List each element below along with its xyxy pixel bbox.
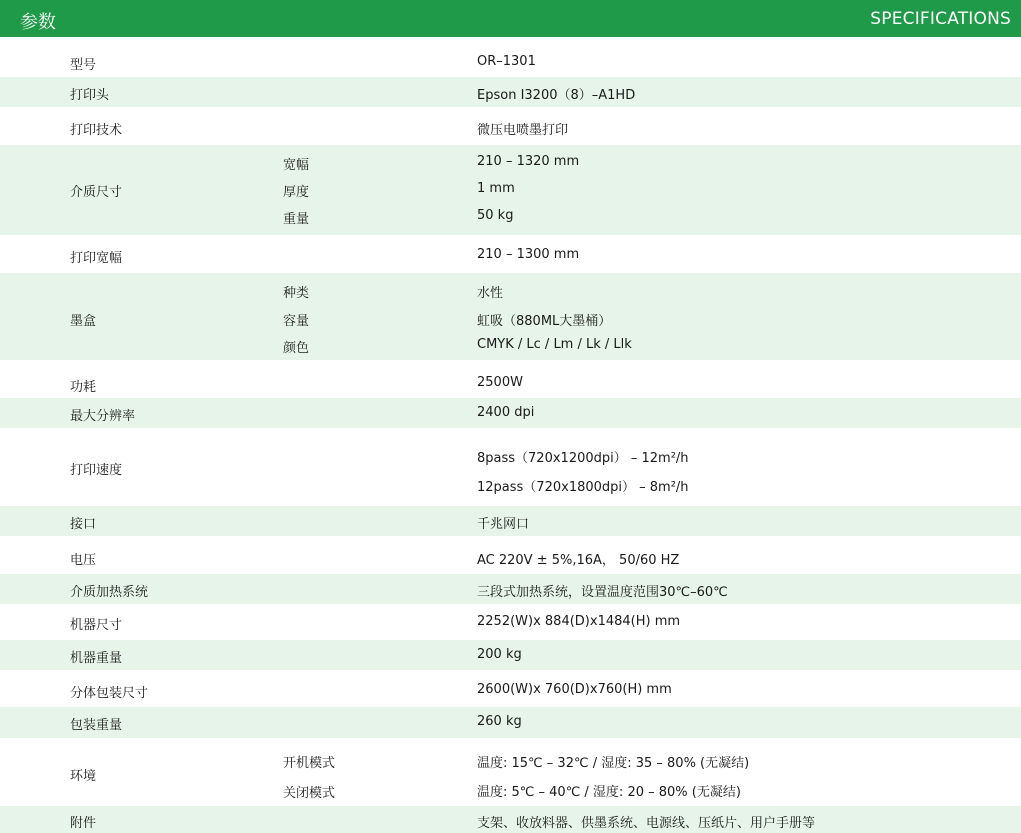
spec-row-speed [0,428,1021,506]
spec-label: 打印速度 [70,463,123,478]
spec-label: 环境 [70,769,97,784]
header-title-cn: 参数 [20,12,56,33]
spec-sub-label: 关闭模式 [283,786,336,801]
spec-row-printhead [0,77,1021,107]
spec-value: 2400 dpi [477,405,535,420]
spec-value: 温度: 5℃ – 40℃ / 湿度: 20 – 80% (无凝结) [477,785,741,800]
spec-label: 最大分辨率 [70,409,136,424]
spec-label: 打印宽幅 [70,251,123,266]
header-title-en: SPECIFICATIONS [870,9,1011,29]
spec-value: 200 kg [477,647,522,662]
spec-row-machine-weight [0,640,1021,670]
spec-value: OR–1301 [477,54,536,69]
spec-label: 包装重量 [70,718,123,733]
header-bar [0,0,1021,37]
spec-label: 机器尺寸 [70,618,123,633]
spec-label: 型号 [70,58,97,73]
spec-value: CMYK / Lc / Lm / Lk / Llk [477,337,632,352]
spec-label: 附件 [70,816,97,831]
spec-value: 虹吸（880ML大墨桶） [477,314,612,329]
spec-value: 8pass（720x1200dpi） – 12m²/h [477,451,689,466]
spec-row-environment [0,738,1021,806]
spec-label: 打印技术 [70,123,123,138]
spec-value: 210 – 1320 mm [477,154,580,169]
spec-label: 电压 [70,553,97,568]
spec-label: 分体包装尺寸 [70,686,149,701]
spec-label: 接口 [70,517,97,532]
spec-row-media [0,145,1021,235]
spec-label: 机器重量 [70,651,123,666]
spec-value: 水性 [477,286,504,301]
spec-row-package-size [0,670,1021,707]
spec-sub-label: 重量 [283,212,310,227]
spec-row-technology [0,107,1021,145]
spec-value: 千兆网口 [477,517,530,532]
spec-sub-label: 开机模式 [283,756,336,771]
spec-sub-label: 宽幅 [283,158,310,173]
spec-value: 温度: 15℃ – 32℃ / 湿度: 35 – 80% (无凝结) [477,756,750,771]
spec-row-model [0,47,1021,77]
spec-label: 功耗 [70,380,97,395]
spec-label: 打印头 [70,88,110,103]
spec-label: 介质加热系统 [70,585,149,600]
spec-value: 2500W [477,375,523,390]
spec-value: 50 kg [477,208,514,223]
spec-row-print-width [0,235,1021,273]
spec-row-machine-size [0,604,1021,640]
spec-row-power [0,360,1021,398]
spec-label: 墨盒 [70,314,97,329]
spec-sub-label: 颜色 [283,341,310,356]
spec-value: 2600(W)x 760(D)x760(H) mm [477,682,672,697]
spec-value: Epson I3200（8）–A1HD [477,88,636,103]
spec-value: AC 220V ± 5%,16A， 50/60 HZ [477,553,680,568]
spec-row-ink [0,273,1021,360]
spec-value: 三段式加热系统，设置温度范围30℃–60℃ [477,585,728,600]
spec-value: 支架、收放料器、供墨系统、电源线、压纸片、用户手册等 [477,816,816,831]
spec-label: 介质尺寸 [70,185,123,200]
spec-row-voltage [0,536,1021,574]
spec-sub-label: 厚度 [283,185,310,200]
spec-value: 1 mm [477,181,515,196]
spec-value: 210 – 1300 mm [477,247,580,262]
spec-sub-label: 种类 [283,286,310,301]
spec-sub-label: 容量 [283,314,310,329]
spec-row-accessories [0,806,1021,833]
spec-row-interface [0,506,1021,536]
spec-value: 微压电喷墨打印 [477,123,569,138]
spec-value: 12pass（720x1800dpi） – 8m²/h [477,480,689,495]
spec-row-package-weight [0,707,1021,738]
spec-row-resolution [0,398,1021,428]
spec-row-heating [0,574,1021,604]
spec-value: 2252(W)x 884(D)x1484(H) mm [477,614,681,629]
spec-value: 260 kg [477,714,522,729]
